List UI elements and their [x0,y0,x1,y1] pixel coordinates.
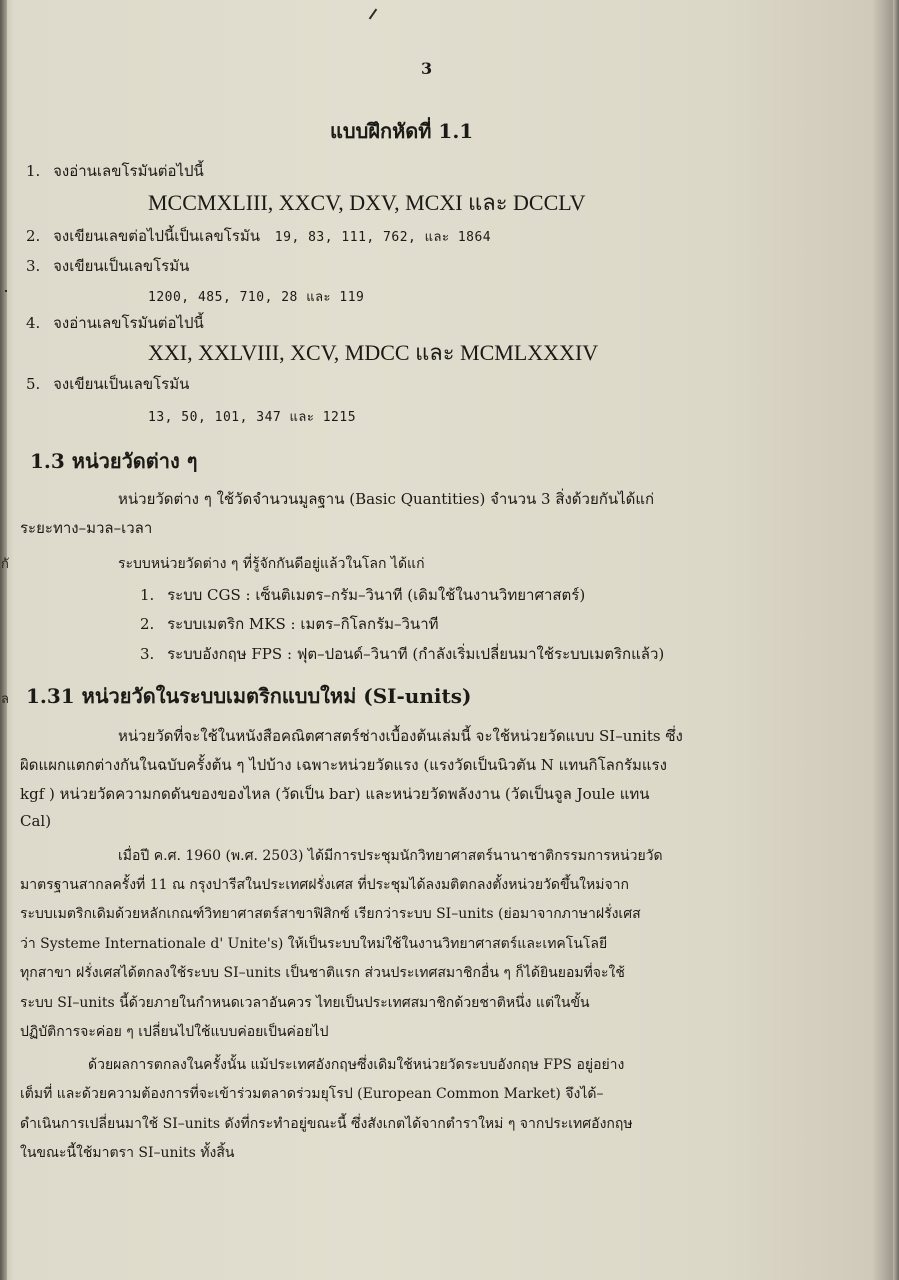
exercise-5 [26,377,189,392]
system-item-fps [140,647,664,662]
ink-mark [5,290,7,292]
ink-mark [369,9,378,20]
exercise-text: จงเขียนเป็นเลขโรมัน [53,257,190,275]
para3-line: ดำเนินการเปลี่ยนมาใช้ SI–units ดังที่กระทำอยู่ขณะนี้ ซึ่งสังเกตได้จากตำราใหม่ ๆ จากประเทศอังกฤษ [20,1116,633,1132]
para2-line: เมื่อปี ค.ศ. 1960 (พ.ศ. 2503) ได้มีการประชุมนักวิทยาศาสตร์นานาชาติกรรมการหน่วยวัด [118,848,663,864]
system-item-cgs [140,588,585,603]
section-1-3-para1-line2: ระยะทาง–มวล–เวลา [20,519,153,537]
exercise-5-values: 13, 50, 101, 347 และ 1215 [148,410,357,425]
exercise-1-values: MCCMXLIII, XXCV, DXV, MCXI และ DCCLV [148,190,586,215]
section-1-3-para1-line1: หน่วยวัดต่าง ๆ ใช้วัดจำนวนมูลฐาน (Basic Quantities) จำนวน 3 สิ่งด้วยกันได้แก่ [118,490,655,508]
page-edge-shadow [893,0,899,1280]
system-number: 1. [140,586,155,604]
system-number: 3. [140,645,155,663]
para2-line: ระบบเมตริกเดิมด้วยหลักเกณฑ์วิทยาศาสตร์สาขาฟิสิกซ์ เรียกว่าระบบ SI–units (ย่อมาจากภาษาฝรั่งเศส [20,906,641,922]
book-spine-shadow [0,0,7,1280]
exercise-title: แบบฝึกหัดที่ 1.1 [330,119,474,143]
exercise-2-values: 19, 83, 111, 762, และ 1864 [274,230,492,245]
para3-line: ในขณะนี้ใช้มาตรา SI–units ทั้งสิ้น [20,1145,235,1161]
exercise-number: 4. [26,314,41,332]
exercise-3-values: 1200, 485, 710, 28 และ 119 [148,290,365,305]
exercise-text: จงเขียนเป็นเลขโรมัน [53,375,190,393]
page-number: 3 [421,59,433,78]
section-1-31-title: 1.31 หน่วยวัดในระบบเมตริกแบบใหม่ (SI-units) [26,684,472,708]
system-text: ระบบอังกฤษ FPS : ฟุต–ปอนด์–วินาที (กำลังเริ่มเปลี่ยนมาใช้ระบบเมตริกแล้ว) [167,645,665,663]
exercise-number: 2. [26,227,41,245]
exercise-3 [26,259,189,274]
para2-line: ระบบ SI–units นี้ด้วยภายในกำหนดเวลาอันควร ไทยเป็นประเทศสมาชิกด้วยชาติหนึ่ง แต่ในขั้น [20,995,590,1011]
exercise-number: 3. [26,257,41,275]
exercise-number: 5. [26,375,41,393]
margin-fragment: กั [1,557,9,572]
para1-line: ผิดแผกแตกต่างกันในฉบับครั้งต้น ๆ ไปบ้าง เฉพาะหน่วยวัดแรง (แรงวัดเป็นนิวตัน N แทนกิโลกรัมแรง [20,756,667,774]
exercise-text: จงอ่านเลขโรมันต่อไปนี้ [53,314,204,332]
para2-line: มาตรฐานสากลครั้งที่ 11 ณ กรุงปารีสในประเทศฝรั่งเศส ที่ประชุมได้ลงมติตกลงตั้งหน่วยวัดขึ้นใหม่จาก [20,877,629,893]
para1-line: kgf ) หน่วยวัดความกดดันของของไหล (วัดเป็น bar) และหน่วยวัดพลังงาน (วัดเป็นจูล Joule แทน [20,785,650,803]
para1-line: Cal) [20,812,52,830]
system-text: ระบบเมตริก MKS : เมตร–กิโลกรัม–วินาที [167,615,439,633]
exercise-text: จงอ่านเลขโรมันต่อไปนี้ [53,162,204,180]
para3-line: เต็มที่ และด้วยความต้องการที่จะเข้าร่วมตลาดร่วมยุโรป (European Common Market) จึงได้– [20,1086,604,1102]
para3-line: ด้วยผลการตกลงในครั้งนั้น แม้ประเทศอังกฤษซึ่งเดิมใช้หน่วยวัดระบบอังกฤษ FPS อยู่อย่าง [88,1057,625,1073]
exercise-2 [26,229,491,244]
para2-line: ปฏิบัติการจะค่อย ๆ เปลี่ยนไปใช้แบบค่อยเป็นค่อยไป [20,1024,329,1040]
exercise-text: จงเขียนเลขต่อไปนี้เป็นเลขโรมัน [53,227,261,245]
exercise-4-values: XXI, XXLVIII, XCV, MDCC และ MCMLXXXIV [148,340,599,365]
system-number: 2. [140,615,155,633]
system-item-mks [140,617,439,632]
section-1-3-title: 1.3 หน่วยวัดต่าง ๆ [30,449,198,473]
system-text: ระบบ CGS : เซ็นติเมตร–กรัม–วินาที (เดิมใช้ในงานวิทยาศาสตร์) [167,586,586,604]
margin-fragment: ล [1,692,9,707]
para1-line: หน่วยวัดที่จะใช้ในหนังสือคณิตศาสตร์ช่างเบื้องต้นเล่มนี้ จะใช้หน่วยวัดแบบ SI–units ซึ่ง [118,727,683,745]
exercise-1 [26,164,204,179]
exercise-number: 1. [26,162,41,180]
para2-line: ทุกสาขา ฝรั่งเศสได้ตกลงใช้ระบบ SI–units เป็นชาติแรก ส่วนประเทศสมาชิกอื่น ๆ ก็ได้ยินยอมที่จะใช้ [20,965,625,981]
exercise-4 [26,316,204,331]
para2-line: ว่า Systeme Internationale d' Unite's) ให้เป็นระบบใหม่ใช้ในงานวิทยาศาสตร์และเทคโนโลยี [20,936,608,952]
section-1-3-para2-intro: ระบบหน่วยวัดต่าง ๆ ที่รู้จักกันดีอยู่แล้วในโลก ได้แก่ [118,556,425,572]
